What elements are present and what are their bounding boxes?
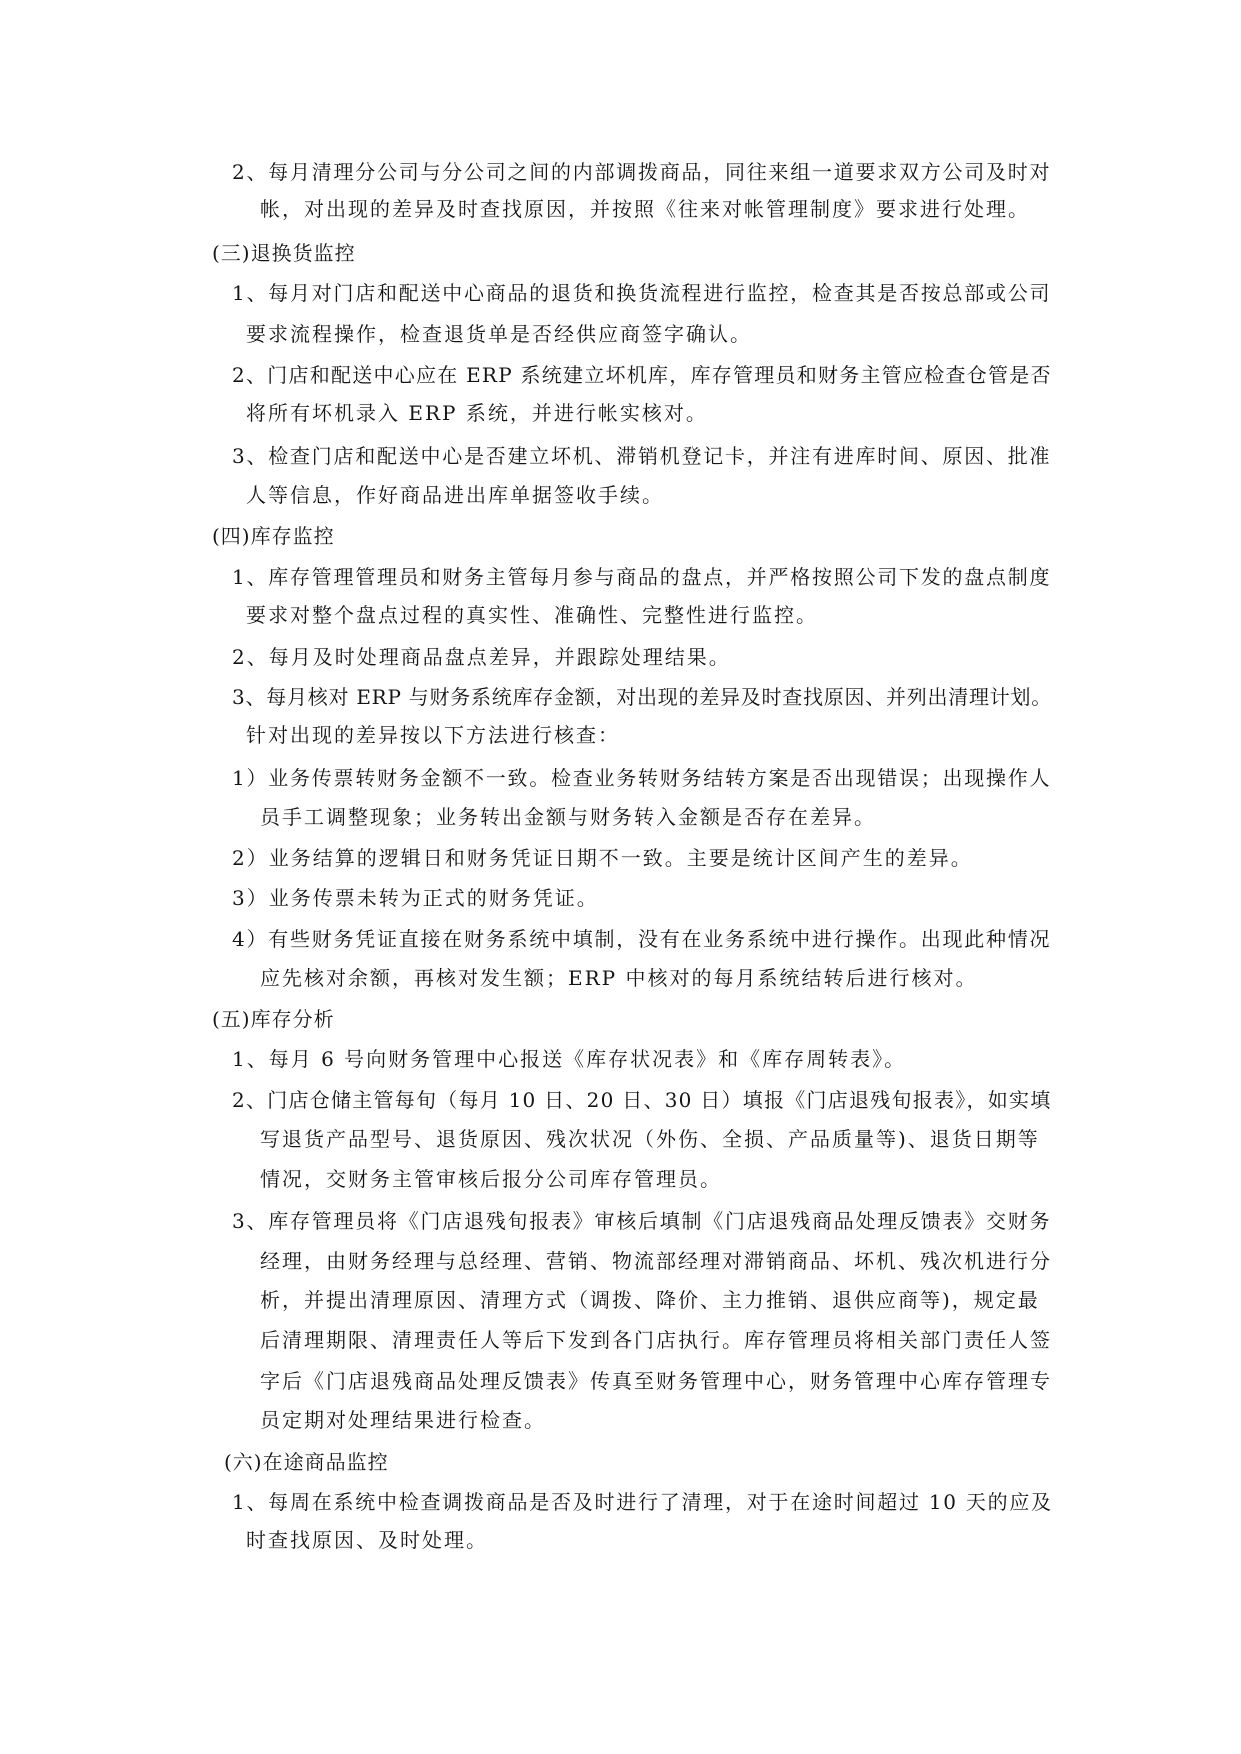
section-heading: (三)退换货监控 (212, 241, 356, 265)
text-line: 经理，由财务经理与总经理、营销、物流部经理对滞销商品、坏机、残次机进行分 (260, 1249, 1052, 1273)
section-heading: (四)库存监控 (212, 524, 335, 548)
text-line: 要求流程操作，检查退货单是否经供应商签字确认。 (246, 322, 752, 346)
text-line: 写退货产品型号、退货原因、残次状况（外伤、全损、产品质量等)、退货日期等 (260, 1127, 1040, 1151)
text-line: 1、每周在系统中检查调拨商品是否及时进行了清理，对于在途时间超过 10 天的应及 (232, 1490, 1053, 1514)
section-heading: (六)在途商品监控 (224, 1450, 389, 1474)
text-line: 析，并提出清理原因、清理方式（调拨、降价、主力推销、退供应商等)，规定最 (260, 1288, 1040, 1312)
text-line: 情况，交财务主管审核后报分公司库存管理员。 (260, 1167, 722, 1191)
text-line: 针对出现的差异按以下方法进行核查： (246, 723, 620, 747)
text-line: 3、每月核对 ERP 与财务系统库存金额，对出现的差异及时查找原因、并列出清理计划。 (232, 685, 1053, 709)
text-line: 2、门店和配送中心应在 ERP 系统建立坏机库，库存管理员和财务主管应检查仓管是否 (232, 363, 1052, 387)
text-line: 4）有些财务凭证直接在财务系统中填制，没有在业务系统中进行操作。出现此种情况 (232, 927, 1052, 951)
text-line: 将所有坏机录入 ERP 系统，并进行帐实核对。 (246, 401, 708, 425)
text-line: 后清理期限、清理责任人等后下发到各门店执行。库存管理员将相关部门责任人签 (260, 1328, 1052, 1352)
text-line: 人等信息，作好商品进出库单据签收手续。 (246, 483, 664, 507)
text-line: 1、每月 6 号向财务管理中心报送《库存状况表》和《库存周转表》。 (232, 1047, 907, 1071)
section-heading: (五)库存分析 (212, 1007, 335, 1031)
text-line: 应先核对余额，再核对发生额；ERP 中核对的每月系统结转后进行核对。 (260, 966, 978, 990)
text-line: 3、检查门店和配送中心是否建立坏机、滞销机登记卡，并注有进库时间、原因、批准 (232, 444, 1052, 468)
text-line: 2、每月清理分公司与分公司之间的内部调拨商品，同往来组一道要求双方公司及时对 (232, 160, 1052, 184)
text-line: 要求对整个盘点过程的真实性、准确性、完整性进行监控。 (246, 603, 818, 627)
text-line: 时查找原因、及时处理。 (246, 1528, 488, 1552)
text-line: 1、每月对门店和配送中心商品的退货和换货流程进行监控，检查其是否按总部或公司 (232, 281, 1052, 305)
text-line: 2、门店仓储主管每旬（每月 10 日、20 日、30 日）填报《门店退残旬报表》，如实填 (232, 1088, 1052, 1112)
text-line: 3）业务传票未转为正式的财务凭证。 (232, 886, 599, 910)
text-line: 1、库存管理管理员和财务主管每月参与商品的盘点，并严格按照公司下发的盘点制度 (232, 565, 1052, 589)
text-line: 2、每月及时处理商品盘点差异，并跟踪处理结果。 (232, 645, 731, 669)
text-line: 2）业务结算的逻辑日和财务凭证日期不一致。主要是统计区间产生的差异。 (232, 846, 973, 870)
text-line: 帐，对出现的差异及时查找原因，并按照《往来对帐管理制度》要求进行处理。 (260, 197, 1030, 221)
text-line: 员手工调整现象；业务转出金额与财务转入金额是否存在差异。 (260, 805, 876, 829)
text-line: 字后《门店退残商品处理反馈表》传真至财务管理中心，财务管理中心库存管理专 (260, 1369, 1052, 1393)
text-line: 员定期对处理结果进行检查。 (260, 1408, 546, 1432)
text-line: 3、库存管理员将《门店退残旬报表》审核后填制《门店退残商品处理反馈表》交财务 (232, 1209, 1052, 1233)
text-line: 1）业务传票转财务金额不一致。检查业务转财务结转方案是否出现错误；出现操作人 (232, 766, 1052, 790)
